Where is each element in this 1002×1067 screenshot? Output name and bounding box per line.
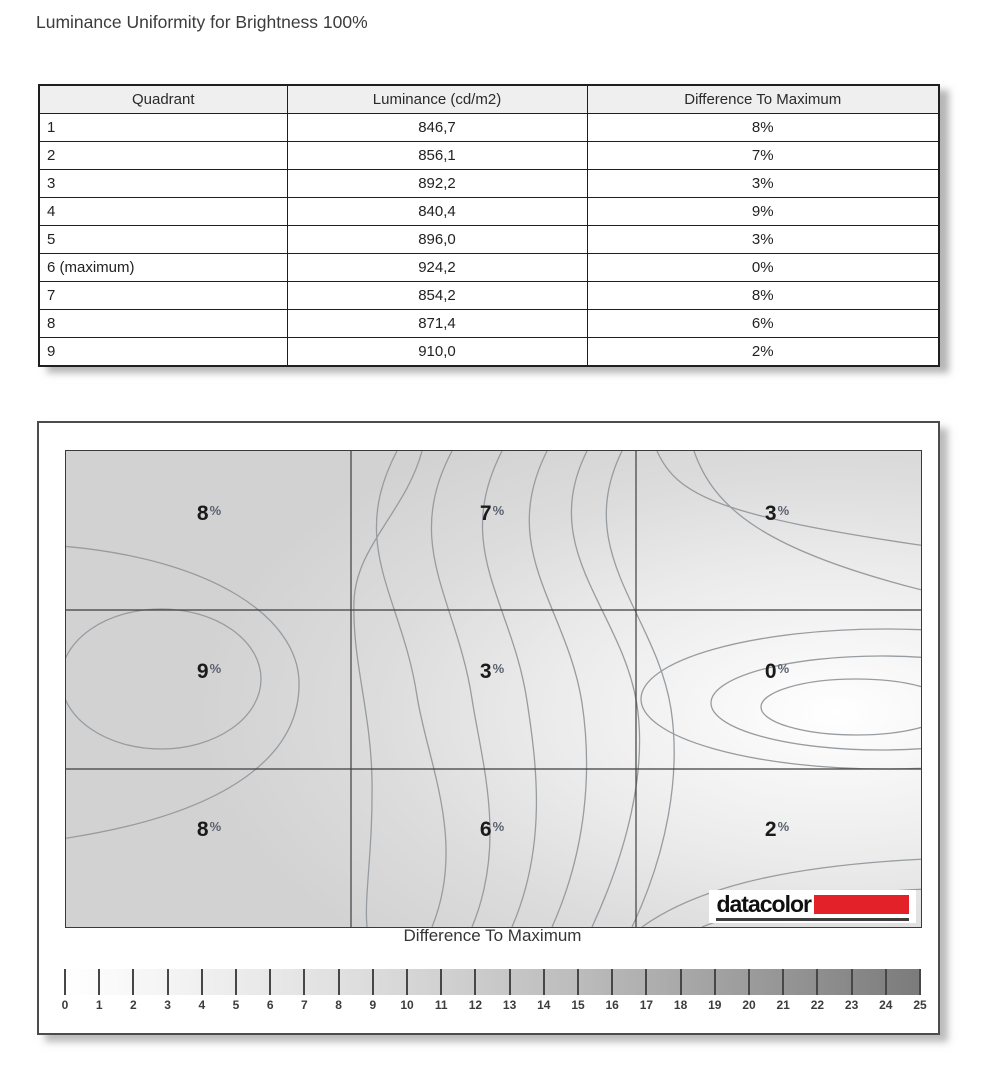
cell-difference: 6% (587, 310, 939, 338)
colorbar-tick (714, 969, 716, 995)
colorbar-tick (235, 969, 237, 995)
colorbar-tick-labels (61, 998, 927, 1014)
datacolor-logo-row (716, 892, 909, 916)
colorbar-tick-label: 13 (502, 998, 517, 1012)
colorbar-label: Difference To Maximum (403, 926, 582, 945)
colorbar-tick-label: 19 (708, 998, 722, 1012)
cell-label-unit: % (492, 503, 505, 518)
colorbar-tick-label: 21 (776, 998, 790, 1012)
colorbar-tick-label: 0 (61, 998, 69, 1012)
colorbar-tick-label: 10 (400, 998, 414, 1012)
cell-label-value: 8 (196, 818, 209, 841)
table-row (39, 338, 939, 367)
colorbar-gradient (65, 969, 920, 995)
col-header-difference: Difference To Maximum (587, 85, 939, 114)
table-row (39, 254, 939, 282)
table-row (39, 170, 939, 198)
colorbar-tick-label: 1 (95, 998, 103, 1012)
colorbar-tick (372, 969, 374, 995)
colorbar-tick (440, 969, 442, 995)
cell-luminance: 896,0 (287, 226, 587, 254)
colorbar-tick (98, 969, 100, 995)
cell-label-unit: % (777, 661, 790, 676)
cell-difference: 9% (587, 198, 939, 226)
colorbar-tick-label: 16 (605, 998, 619, 1012)
colorbar-tick (543, 969, 545, 995)
cell-quadrant: 3 (39, 170, 287, 198)
colorbar-tick (885, 969, 887, 995)
contour-map (65, 450, 922, 928)
colorbar-tick-label: 11 (434, 998, 448, 1012)
cell-label-value: 8 (196, 502, 209, 525)
table-row (39, 198, 939, 226)
colorbar-tick-label: 9 (369, 998, 377, 1012)
cell-difference: 7% (587, 142, 939, 170)
cell-difference: 3% (587, 226, 939, 254)
colorbar-tick-label: 6 (266, 998, 274, 1012)
colorbar-tick (269, 969, 271, 995)
cell-quadrant: 2 (39, 142, 287, 170)
colorbar-tick-label: 24 (879, 998, 893, 1012)
colorbar-tick (782, 969, 784, 995)
colorbar-tick-label: 2 (130, 998, 137, 1012)
cell-luminance: 856,1 (287, 142, 587, 170)
uniformity-figure (37, 421, 940, 1035)
cell-label-q4 (197, 660, 221, 684)
colorbar-tick (201, 969, 203, 995)
colorbar-tick (680, 969, 682, 995)
cell-label-value: 6 (479, 818, 492, 841)
colorbar-tick (816, 969, 818, 995)
colorbar-tick (132, 969, 134, 995)
colorbar-tick-label: 17 (639, 998, 654, 1012)
colorbar-tick-label: 15 (571, 998, 585, 1012)
colorbar-tick-label: 7 (301, 998, 308, 1012)
colorbar-tick (611, 969, 613, 995)
cell-label-value: 3 (479, 660, 492, 683)
cell-quadrant: 9 (39, 338, 287, 367)
table-row (39, 282, 939, 310)
cell-quadrant: 1 (39, 114, 287, 142)
colorbar-tick-label: 22 (810, 998, 825, 1012)
colorbar-tick (338, 969, 340, 995)
cell-label-q1 (197, 502, 221, 526)
datacolor-logo-red-bar (814, 895, 909, 914)
colorbar-tick (406, 969, 408, 995)
table-row (39, 310, 939, 338)
datacolor-logo-text: datacolor (716, 891, 811, 917)
cell-luminance: 892,2 (287, 170, 587, 198)
table-row (39, 114, 939, 142)
cell-label-unit: % (777, 819, 790, 834)
cell-difference: 2% (587, 338, 939, 367)
cell-label-unit: % (777, 503, 790, 518)
cell-quadrant: 5 (39, 226, 287, 254)
colorbar-tick-label: 3 (164, 998, 171, 1012)
cell-quadrant: 8 (39, 310, 287, 338)
cell-luminance: 871,4 (287, 310, 587, 338)
cell-quadrant: 6 (maximum) (39, 254, 287, 282)
cell-luminance: 846,7 (287, 114, 587, 142)
cell-label-q8 (480, 818, 504, 842)
col-header-luminance: Luminance (cd/m2) (287, 85, 587, 114)
colorbar-tick (577, 969, 579, 995)
datacolor-logo (709, 890, 916, 923)
table-row (39, 226, 939, 254)
cell-label-unit: % (209, 503, 222, 518)
table-header-row (39, 85, 939, 114)
cell-label-unit: % (209, 819, 222, 834)
cell-label-q3 (765, 502, 789, 526)
colorbar-tick (919, 969, 921, 995)
colorbar-tick (748, 969, 750, 995)
colorbar-tick-label: 12 (468, 998, 483, 1012)
cell-label-value: 7 (479, 502, 492, 525)
cell-label-unit: % (492, 661, 505, 676)
cell-label-unit: % (492, 819, 505, 834)
colorbar-tick (64, 969, 66, 995)
table-row (39, 142, 939, 170)
colorbar-tick (509, 969, 511, 995)
cell-quadrant: 4 (39, 198, 287, 226)
colorbar-tick-label: 4 (198, 998, 206, 1012)
colorbar-tick (303, 969, 305, 995)
colorbar-tick-label: 5 (232, 998, 240, 1012)
cell-label-value: 9 (196, 660, 209, 683)
cell-label-value: 3 (764, 502, 777, 525)
cell-quadrant: 7 (39, 282, 287, 310)
cell-label-q7 (197, 818, 221, 842)
colorbar-tick (851, 969, 853, 995)
colorbar-tick-label: 14 (537, 998, 551, 1012)
col-header-quadrant: Quadrant (39, 85, 287, 114)
uniformity-table-body (39, 114, 939, 367)
colorbar-tick-label: 8 (335, 998, 342, 1012)
cell-luminance: 910,0 (287, 338, 587, 367)
datacolor-logo-underline (716, 918, 909, 921)
cell-label-value: 0 (764, 660, 777, 683)
cell-label-value: 2 (764, 818, 777, 841)
colorbar-tick-label: 25 (913, 998, 927, 1012)
cell-luminance: 840,4 (287, 198, 587, 226)
colorbar-tick-label: 23 (844, 998, 859, 1012)
cell-difference: 0% (587, 254, 939, 282)
page-title: Luminance Uniformity for Brightness 100% (36, 12, 368, 32)
uniformity-table (38, 84, 940, 367)
cell-difference: 3% (587, 170, 939, 198)
cell-difference: 8% (587, 114, 939, 142)
colorbar-tick (474, 969, 476, 995)
colorbar-tick-label: 18 (673, 998, 688, 1012)
cell-label-q6 (765, 660, 789, 684)
cell-label-unit: % (209, 661, 222, 676)
colorbar-tick (167, 969, 169, 995)
cell-label-q9 (765, 818, 789, 842)
cell-difference: 8% (587, 282, 939, 310)
colorbar (61, 926, 927, 1014)
cell-luminance: 854,2 (287, 282, 587, 310)
colorbar-tick-label: 20 (742, 998, 756, 1012)
cell-luminance: 924,2 (287, 254, 587, 282)
colorbar-tick (645, 969, 647, 995)
cell-label-q2 (480, 502, 504, 526)
cell-label-q5 (480, 660, 504, 684)
